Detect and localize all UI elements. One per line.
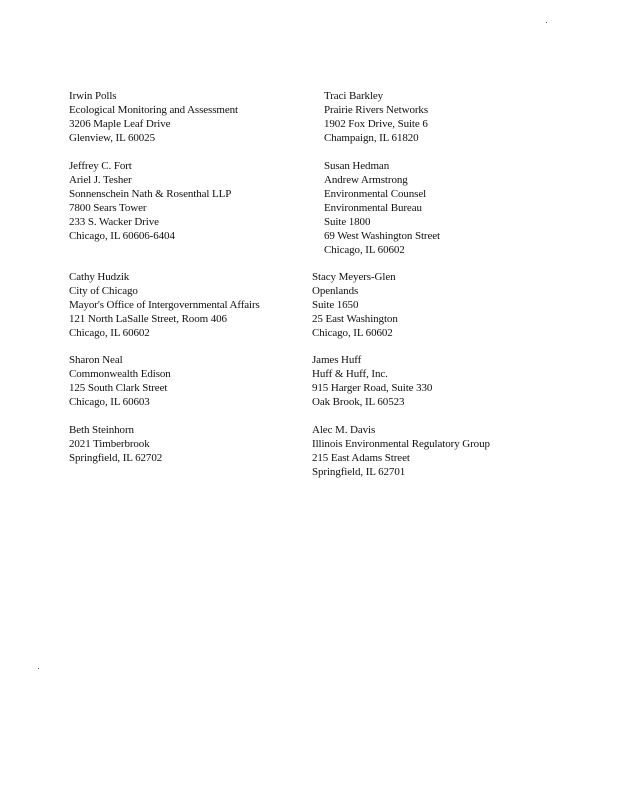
address-line: Chicago, IL 60602 [324, 244, 405, 256]
recipient-name: Irwin Polls [69, 90, 117, 102]
address-line: Glenview, IL 60025 [69, 132, 155, 144]
recipient-address-block [69, 89, 238, 145]
recipient-address-block [312, 353, 432, 409]
address-line: City of Chicago [69, 285, 138, 297]
address-line: Environmental Counsel [324, 188, 427, 200]
recipient-name: Traci Barkley [324, 90, 384, 102]
recipient-address-block [324, 159, 440, 257]
recipient-name: Susan Hedman [324, 160, 390, 172]
recipient-address-block [312, 423, 490, 479]
scan-speck [546, 22, 547, 23]
address-line: Illinois Environmental Regulatory Group [312, 438, 490, 450]
address-line: Prairie Rivers Networks [324, 104, 429, 116]
address-line: Environmental Bureau [324, 202, 422, 214]
recipient-name: Cathy Hudzik [69, 271, 130, 283]
address-line: 25 East Washington [312, 313, 398, 325]
address-line: Commonwealth Edison [69, 368, 171, 380]
recipient-address-block [312, 270, 398, 340]
address-line: Sonnenschein Nath & Rosenthal LLP [69, 188, 232, 200]
address-line: 915 Harger Road, Suite 330 [312, 382, 433, 394]
address-line: Mayor's Office of Intergovernmental Affairs [69, 299, 260, 311]
address-line: Openlands [312, 285, 359, 297]
recipient-address-block [69, 353, 171, 409]
recipient-name: Alec M. Davis [312, 424, 376, 436]
address-line: 125 South Clark Street [69, 382, 168, 394]
recipient-name: Sharon Neal [69, 354, 123, 366]
address-line: Oak Brook, IL 60523 [312, 396, 405, 408]
recipient-name: James Huff [312, 354, 362, 366]
recipient-address-block [69, 159, 231, 243]
address-line: Suite 1650 [312, 299, 359, 311]
recipient-address-block [69, 423, 162, 465]
address-line: Springfield, IL 62701 [312, 466, 406, 478]
address-line: Chicago, IL 60603 [69, 396, 150, 408]
address-line: Champaign, IL 61820 [324, 132, 419, 144]
address-line: Huff & Huff, Inc. [312, 368, 388, 380]
address-line: Ecological Monitoring and Assessment [69, 104, 239, 116]
address-line: 69 West Washington Street [324, 230, 441, 242]
address-line: 1902 Fox Drive, Suite 6 [324, 118, 428, 130]
address-line: Chicago, IL 60602 [69, 327, 150, 339]
recipient-name: Ariel J. Tesher [69, 174, 132, 186]
address-line: Chicago, IL 60606-6404 [69, 230, 175, 242]
address-line: Chicago, IL 60602 [312, 327, 393, 339]
recipient-name: Beth Steinhorn [69, 424, 134, 436]
address-line: 215 East Adams Street [312, 452, 410, 464]
address-line: Suite 1800 [324, 216, 371, 228]
address-line: 7800 Sears Tower [69, 202, 147, 214]
recipient-name: Andrew Armstrong [324, 174, 408, 186]
address-line: 121 North LaSalle Street, Room 406 [69, 313, 227, 325]
recipient-address-block [324, 89, 428, 145]
address-line: 233 S. Wacker Drive [69, 216, 159, 228]
address-line: Springfield, IL 62702 [69, 452, 163, 464]
scan-speck [38, 668, 39, 669]
recipient-address-block [69, 270, 260, 340]
address-line: 2021 Timberbrook [69, 438, 150, 450]
recipient-name: Jeffrey C. Fort [69, 160, 132, 172]
recipient-name: Stacy Meyers-Glen [312, 271, 396, 283]
address-line: 3206 Maple Leaf Drive [69, 118, 171, 130]
